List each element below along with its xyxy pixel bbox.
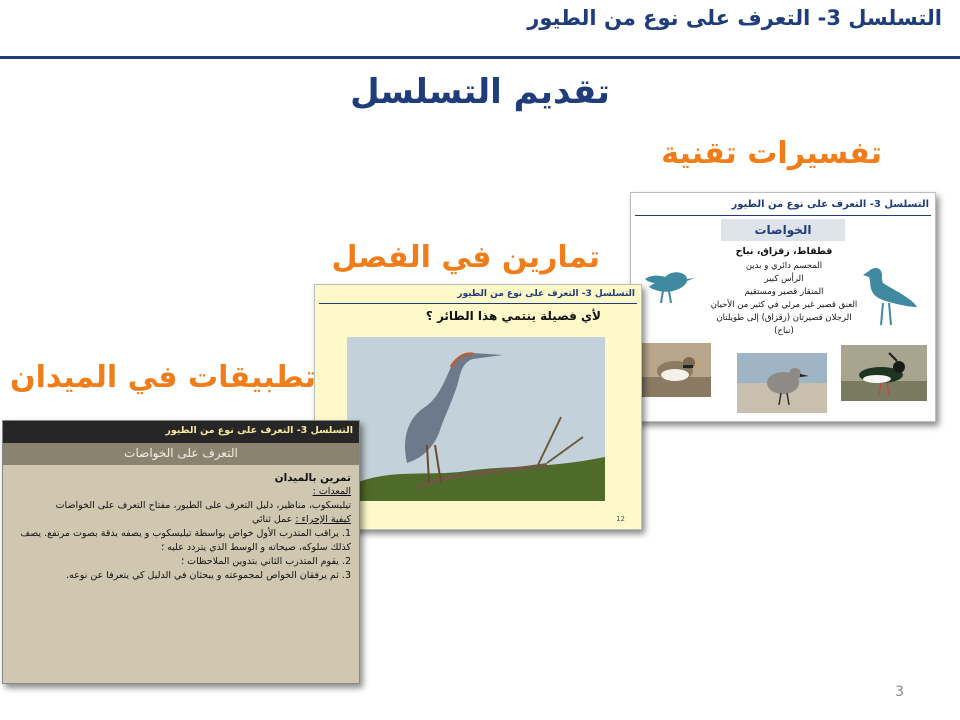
slide-b-divider	[319, 303, 637, 304]
slide-a-header: التسلسل 3- التعرف على نوع من الطيور	[165, 425, 353, 436]
slide-a-step-3: 3. ثم يرفقان الخواص لمجموعته و يبحثان في الدليل كي يتعرفا عن نوعه.	[66, 570, 351, 581]
slide-a-step-2: 2. يقوم المتدرب الثاني بتدوين الملاحظات ؛	[181, 556, 351, 567]
slide-a-step-1: 1. يراقب المتدرب الأول خواض بواسطة تيليسكوب و يصفه بدقة بصوت مرتفع. يصف كذلك سلوكه، صيحاته و الوسط الذي يتردد عليه ؛	[20, 528, 351, 553]
label-technical-explanations: تفسيرات تقنية	[661, 136, 882, 171]
slide-a-procedure-mode: عمل ثنائي	[251, 514, 296, 525]
slide-c-line: قطقاط، زقزاق، نباح	[735, 246, 833, 257]
slide-thumbnail-exercises	[314, 284, 642, 530]
slide-a-header-bar	[3, 421, 359, 443]
slide-a-body	[15, 471, 351, 583]
slide-a-procedure-label: كيفية الإجراء :	[295, 514, 351, 525]
slide-b-header: التسلسل 3- التعرف على نوع من الطيور	[457, 289, 635, 299]
slide-thumbnail-field	[2, 420, 360, 684]
label-field-applications: تطبيقات في الميدان	[10, 360, 316, 395]
slide-c-line: العنق قصير غير مرئي في كثير من الأحيان	[710, 300, 858, 310]
header-divider	[0, 56, 960, 59]
plover-photo	[641, 343, 711, 397]
slide-thumbnail-technical	[630, 192, 936, 422]
slide-a-title-bar	[3, 443, 359, 465]
main-title: تقديم التسلسل	[350, 72, 610, 112]
slide-a-equipment-label: المعدات :	[312, 486, 351, 497]
slide-b-question: لأي فصيلة ينتمي هذا الطائر ؟	[425, 309, 601, 323]
slide-c-line: (نباح)	[774, 326, 794, 336]
bird-silhouette-icon	[641, 265, 697, 305]
slide-c-header: التسلسل 3- التعرف على نوع من الطيور	[731, 199, 929, 210]
sandpiper-photo	[737, 353, 827, 413]
slide-c-line: المجسم دائري و بدين	[745, 261, 823, 271]
heron-photo	[347, 337, 605, 501]
label-classroom-exercises: تمارين في الفصل	[331, 240, 600, 275]
slide-c-line: المنقار قصير ومستقيم	[744, 287, 824, 297]
slide-c-line: الرأس كبير	[764, 274, 804, 284]
slide-header-title: التسلسل 3- التعرف على نوع من الطيور	[527, 6, 942, 30]
slide-a-exercise-title: تمرين بالميدان	[274, 472, 351, 484]
lapwing-photo	[841, 345, 927, 401]
slide-c-description	[691, 245, 877, 338]
slide-c-title: الخواصات	[754, 223, 812, 237]
page-number: 3	[895, 684, 904, 700]
slide-c-line: الرجلان قصيرتان (زقزاق) إلى طويلتان	[716, 313, 852, 323]
slide-a-equipment: تيليسكوب، مناظير، دليل التعرف على الطيور، مفتاح التعرف على الخواضات	[55, 500, 351, 511]
slide-c-divider	[635, 215, 931, 216]
slide-b-page-number: 12	[616, 515, 625, 523]
slide-a-title: التعرف على الخواضات	[124, 446, 238, 460]
